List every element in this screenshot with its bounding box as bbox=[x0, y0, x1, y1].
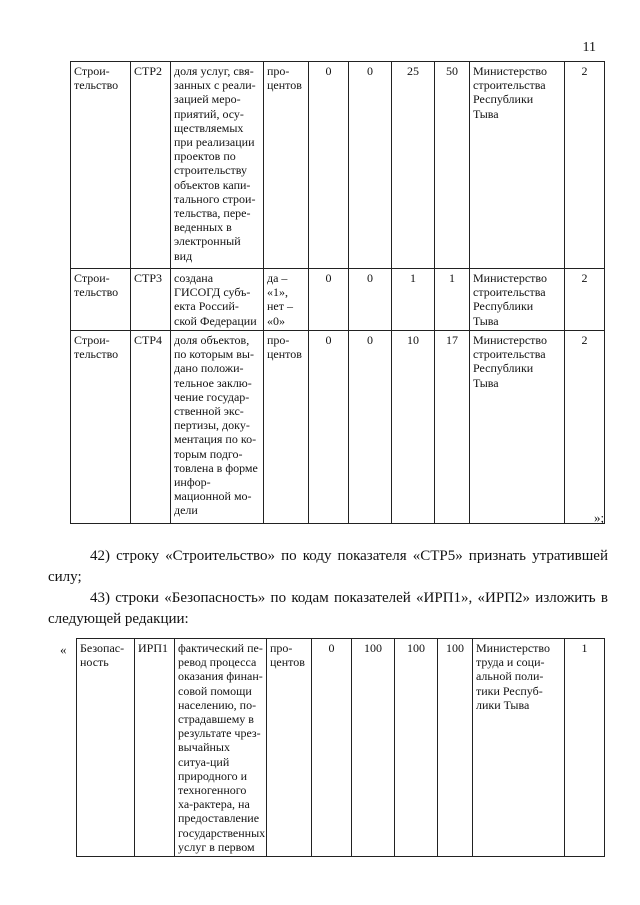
indicator-name-cell: доля услуг, свя-занных с реали-зацией меро-приятий, осу-ществляемых при реализации проектов по строительству объектов капи-тального строи-тельства, пере-веденных в электронный вид bbox=[171, 62, 264, 269]
value-cell: 25 bbox=[392, 62, 435, 269]
indicator-name-cell: доля объектов, по которым вы-дано положи-тельное заклю-чение государ-ственной экс-пертизы, доку-ментация по ко-торым подго-товлена в форме инфор-мационной мо-дели bbox=[171, 331, 264, 524]
table-row bbox=[77, 639, 605, 857]
table-row bbox=[71, 331, 605, 524]
unit-cell: про-центов bbox=[264, 62, 309, 269]
indicator-name-cell: создана ГИСОГД субъ-екта Россий-ской Федерации bbox=[171, 269, 264, 331]
value-cell: 100 bbox=[438, 639, 473, 857]
code-cell: СТР3 bbox=[131, 269, 171, 331]
sector-cell: Строи-тельство bbox=[71, 331, 131, 524]
value-cell: 17 bbox=[435, 331, 470, 524]
value-cell: 0 bbox=[309, 331, 349, 524]
value-cell: 0 bbox=[349, 331, 392, 524]
opening-quote: « bbox=[60, 642, 67, 657]
sector-cell: Безопас-ность bbox=[77, 639, 135, 857]
page-number: 11 bbox=[582, 40, 596, 55]
responsible-cell: Министерство строительства Республики Тыва bbox=[470, 62, 565, 269]
indicators-table-security bbox=[76, 638, 605, 857]
value-cell: 50 bbox=[435, 62, 470, 269]
table-row bbox=[71, 62, 605, 269]
number-cell: 2 bbox=[565, 269, 605, 331]
responsible-cell: Министерство труда и соци-альной поли-тики Респуб-лики Тыва bbox=[473, 639, 565, 857]
code-cell: ИРП1 bbox=[135, 639, 175, 857]
value-cell: 100 bbox=[352, 639, 395, 857]
table-row bbox=[71, 269, 605, 331]
value-cell: 10 bbox=[392, 331, 435, 524]
unit-cell: про-центов bbox=[267, 639, 312, 857]
responsible-cell: Министерство строительства Республики Тыва bbox=[470, 269, 565, 331]
value-cell: 1 bbox=[435, 269, 470, 331]
number-cell: 1 bbox=[565, 639, 605, 857]
code-cell: СТР4 bbox=[131, 331, 171, 524]
closing-quote: »; bbox=[594, 510, 605, 525]
value-cell: 0 bbox=[349, 62, 392, 269]
indicator-name-cell: фактический пе-ревод процесса оказания финан-совой помощи населению, по-страдавшему в результате чрез-вычайных ситуа-ций природного и техногенного ха-рактера, на предоставление государственных услуг в первом bbox=[175, 639, 267, 857]
responsible-cell: Министерство строительства Республики Тыва bbox=[470, 331, 565, 524]
value-cell: 0 bbox=[349, 269, 392, 331]
value-cell: 0 bbox=[309, 62, 349, 269]
number-cell: 2 bbox=[565, 62, 605, 269]
value-cell: 0 bbox=[312, 639, 352, 857]
sector-cell: Строи-тельство bbox=[71, 269, 131, 331]
paragraph-42: 42) строку «Строительство» по коду показателя «СТР5» признать утратившей силу; bbox=[48, 548, 608, 585]
indicators-table-construction bbox=[70, 61, 605, 524]
paragraph-43: 43) строки «Безопасность» по кодам показателей «ИРП1», «ИРП2» изложить в следующей редакции: bbox=[48, 590, 608, 627]
code-cell: СТР2 bbox=[131, 62, 171, 269]
unit-cell: про-центов bbox=[264, 331, 309, 524]
value-cell: 1 bbox=[392, 269, 435, 331]
number-cell: 2 bbox=[565, 331, 605, 524]
value-cell: 0 bbox=[309, 269, 349, 331]
sector-cell: Строи-тельство bbox=[71, 62, 131, 269]
value-cell: 100 bbox=[395, 639, 438, 857]
unit-cell: да – «1», нет – «0» bbox=[264, 269, 309, 331]
